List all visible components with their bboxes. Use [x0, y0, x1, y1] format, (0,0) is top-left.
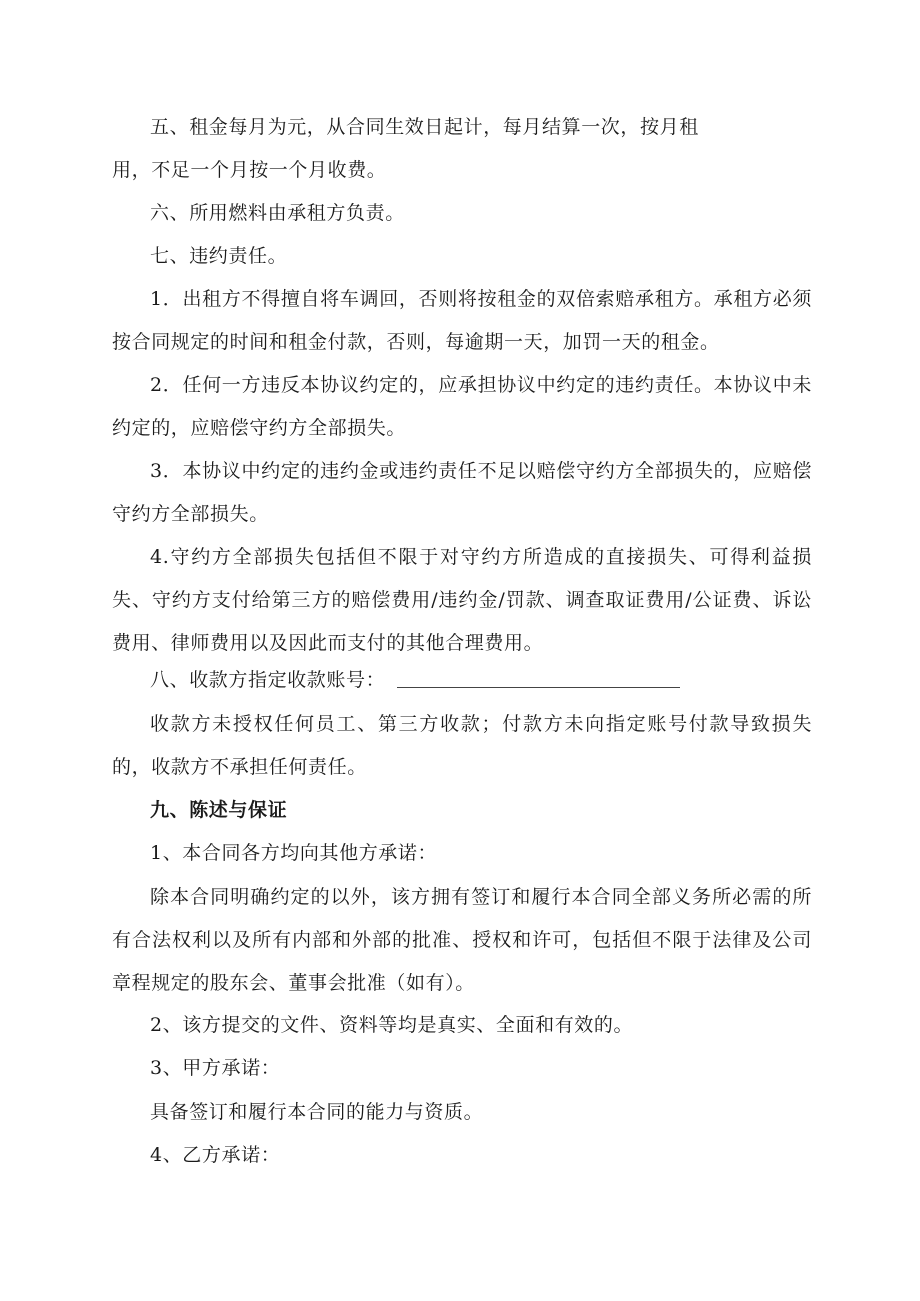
clause-9-item-3: 3、甲方承诺：	[150, 1057, 281, 1079]
clause-9-item-4: 4、乙方承诺：	[150, 1144, 281, 1166]
clause-8-label: 八、收款方指定收款账号：	[150, 669, 386, 691]
clause-9-item-2: 2、该方提交的文件、资料等均是真实、全面和有效的。	[150, 1014, 634, 1036]
clause-7-heading: 七、违约责任。	[150, 245, 288, 267]
clause-7-item-1: 1．出租方不得擅自将车调回，否则将按租金的双倍索赔承租方。承租方必须按合同规定的时间和租金付款，否则，每逾期一天，加罚一天的租金。	[112, 288, 812, 353]
clause-5-line-2: 用，不足一个月按一个月收费。	[112, 159, 387, 181]
clause-9-item-1-body: 除本合同明确约定的以外，该方拥有签订和履行本合同全部义务所必需的所有合法权利以及所有内部和外部的批准、授权和许可，包括但不限于法律及公司章程规定的股东会、董事会批准（如有）。	[112, 886, 812, 994]
clause-7-item-2: 2．任何一方违反本协议约定的，应承担协议中约定的违约责任。本协议中未约定的，应赔偿守约方全部损失。	[112, 374, 812, 439]
clause-7-item-4: 4.守约方全部损失包括但不限于对守约方所造成的直接损失、可得利益损失、守约方支付给第三方的赔偿费用/违约金/罚款、调查取证费用/公证费、诉讼费用、律师费用以及因此而支付的其他合理费用。	[112, 546, 812, 654]
clause-8-note: 收款方未授权任何员工、第三方收款；付款方未向指定账号付款导致损失的，收款方不承担任何责任。	[112, 713, 812, 778]
clause-8-heading	[112, 659, 812, 702]
clause-6: 六、所用燃料由承租方负责。	[150, 202, 405, 224]
clause-9-heading: 九、陈述与保证	[150, 799, 288, 821]
account-number-blank	[397, 686, 680, 688]
clause-9-item-1: 1、本合同各方均向其他方承诺：	[150, 842, 438, 864]
clause-7-item-3: 3．本协议中约定的违约金或违约责任不足以赔偿守约方全部损失的，应赔偿守约方全部损失。	[112, 460, 812, 525]
clause-9-item-3-body: 具备签订和履行本合同的能力与资质。	[150, 1101, 484, 1123]
clause-5-line-1: 五、租金每月为元，从合同生效日起计，每月结算一次，按月租	[150, 116, 699, 138]
